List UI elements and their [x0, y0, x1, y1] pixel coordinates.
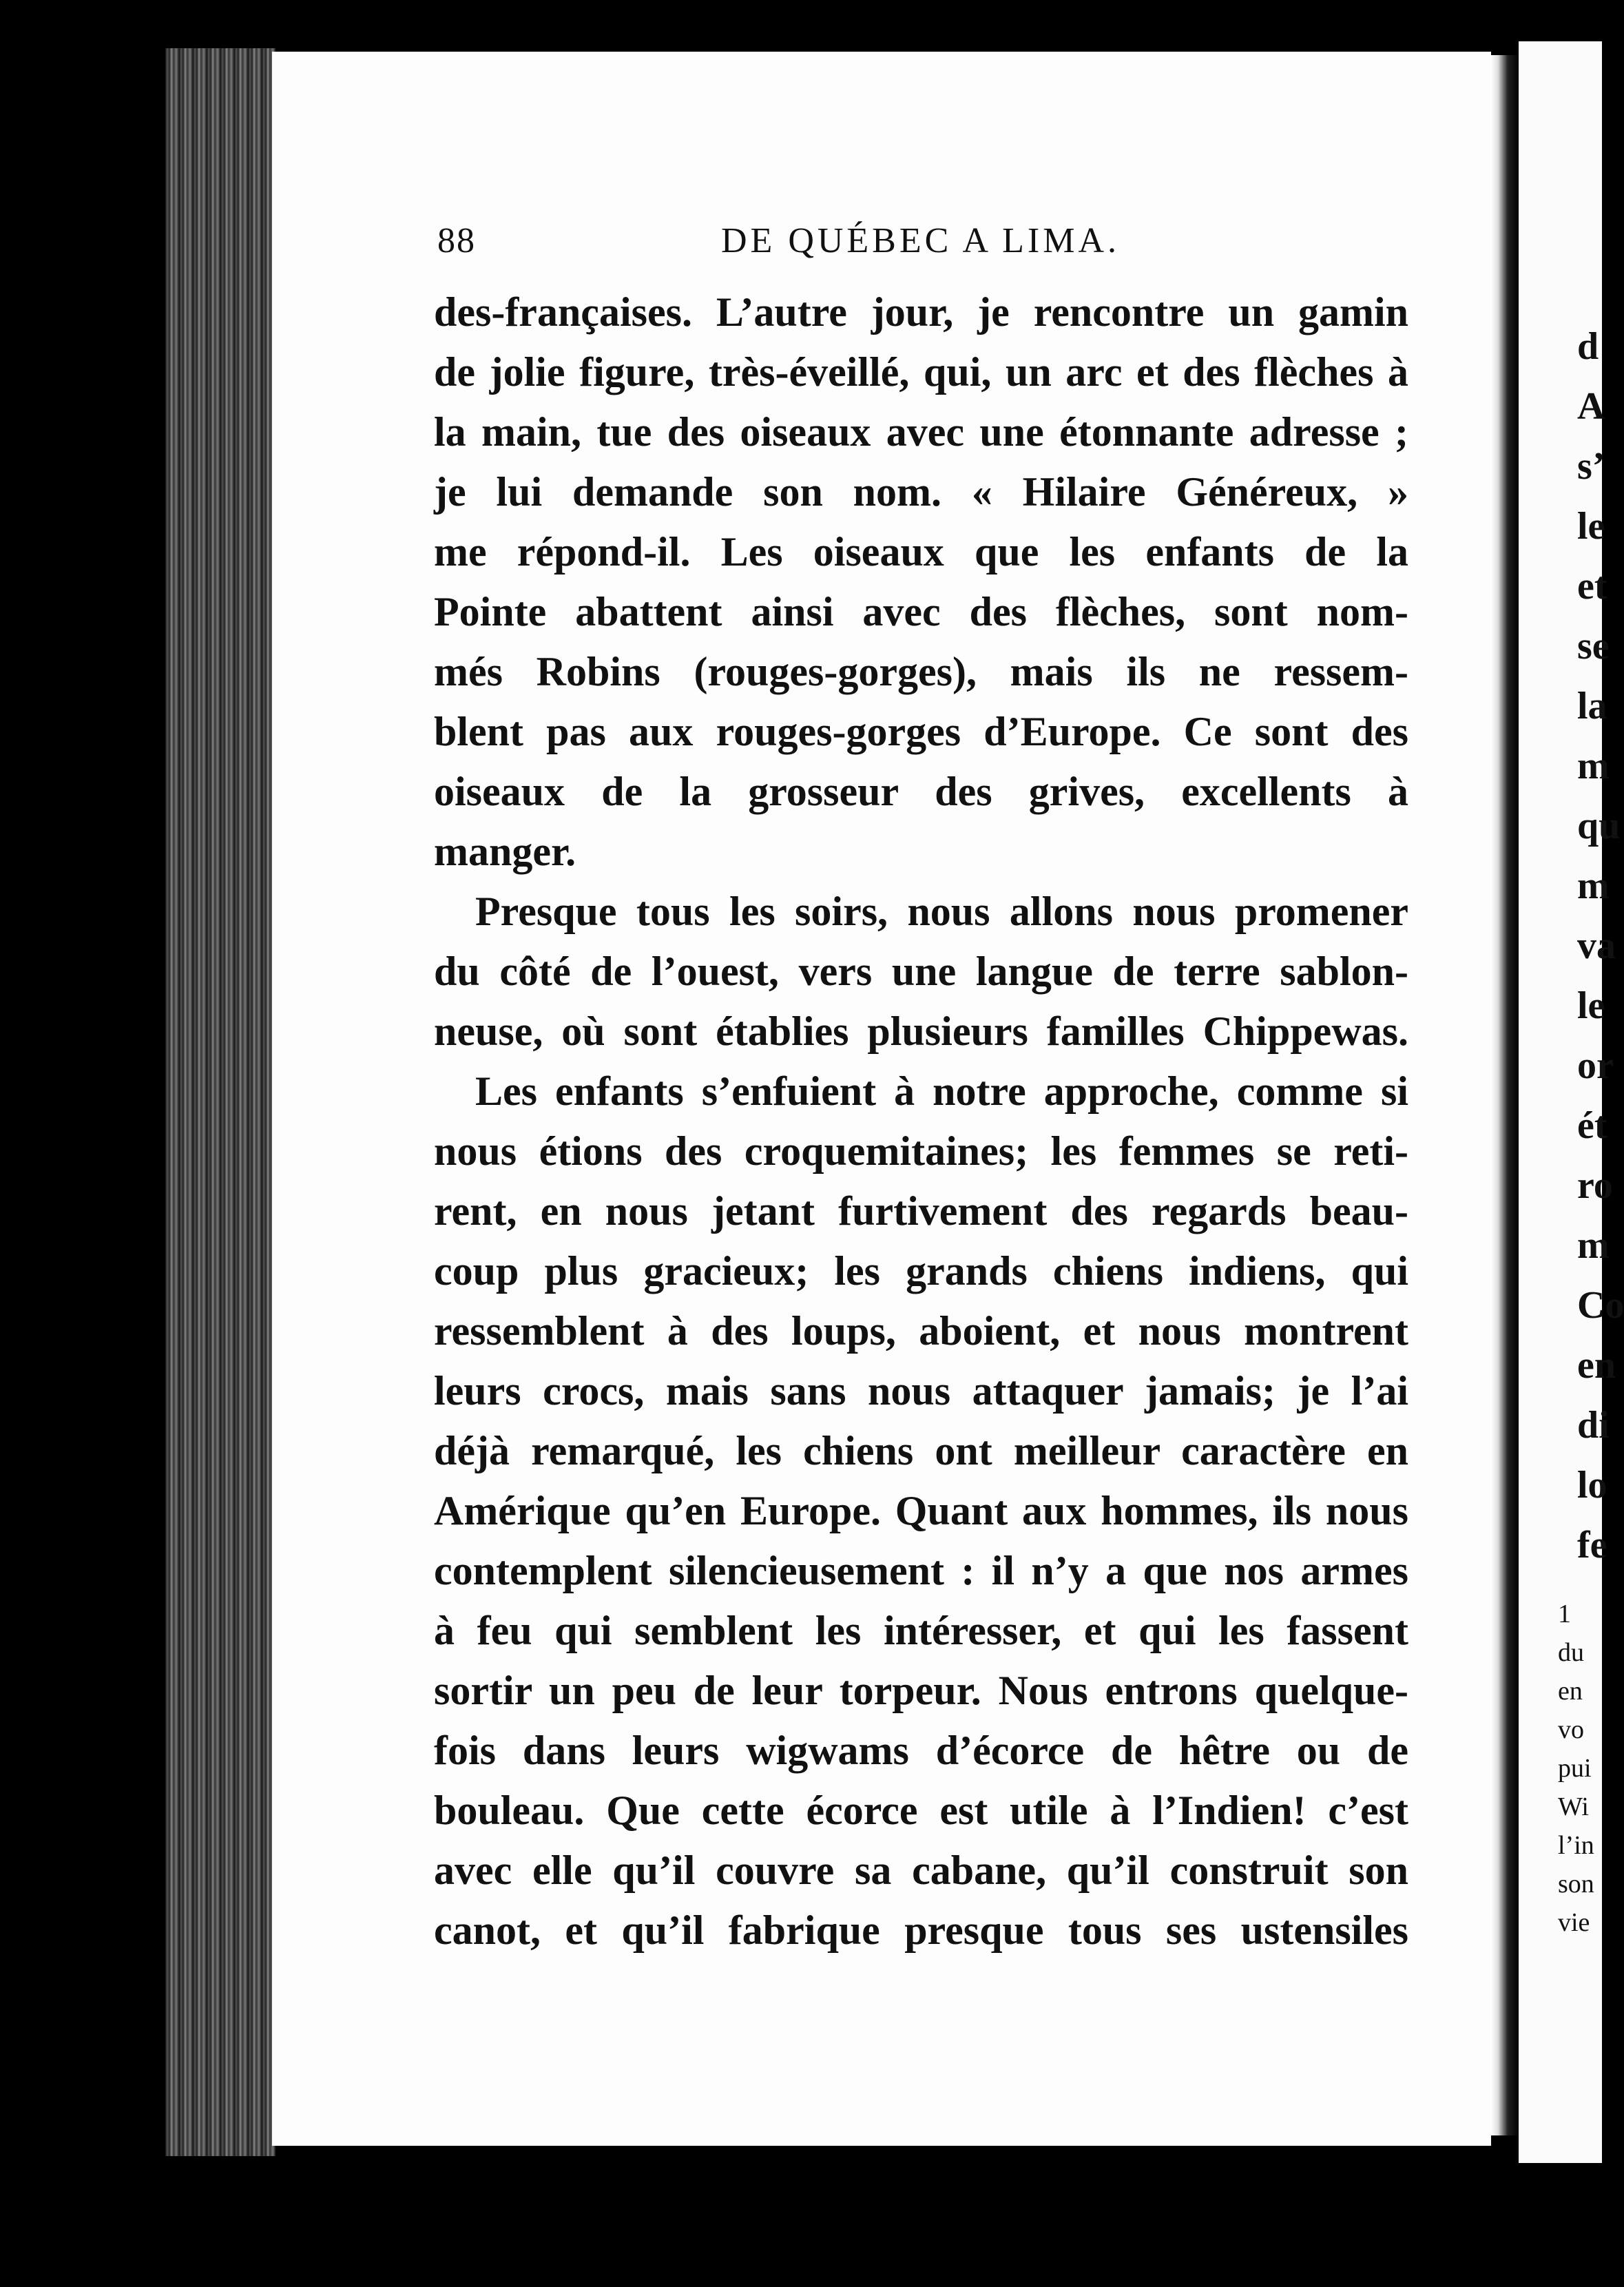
next-page-note-fragments — [1558, 1595, 1606, 1942]
body-text — [434, 282, 1408, 1960]
fragment: pui — [1558, 1754, 1592, 1783]
text-line: sortir un peu de leur torpeur. Nous entrons quelque- — [434, 1668, 1408, 1713]
page-stack-edge — [165, 48, 275, 2156]
fragment: lo — [1577, 1464, 1607, 1507]
fragment: m — [1577, 745, 1610, 787]
text-line: Pointe abattent ainsi avec des flèches, sont nom- — [434, 589, 1408, 634]
fragment: se — [1577, 625, 1610, 668]
text-line: contemplent silencieusement : il n’y a que nos armes — [434, 1548, 1408, 1593]
text-line: manger. — [434, 829, 576, 874]
fragment: ro — [1577, 1164, 1613, 1207]
text-line: rent, en nous jetant furtivement des regards beau- — [434, 1188, 1408, 1234]
text-line: coup plus gracieux; les grands chiens indiens, qui — [434, 1248, 1408, 1294]
fragment: le — [1577, 505, 1605, 548]
text-line: je lui demande son nom. « Hilaire Généreux, » — [434, 469, 1408, 515]
text-line: nous étions des croquemitaines; les femmes se reti- — [434, 1128, 1408, 1174]
text-line: més Robins (rouges-gorges), mais ils ne ressem- — [434, 649, 1408, 694]
text-line: Amérique qu’en Europe. Quant aux hommes, ils nous — [434, 1488, 1408, 1533]
fragment: la — [1577, 685, 1607, 727]
text-line: ressemblent à des loups, aboient, et nous montrent — [434, 1308, 1408, 1354]
text-line: à feu qui semblent les intéresser, et qui les fassent — [434, 1608, 1408, 1653]
text-line: de jolie figure, très-éveillé, qui, un arc et des flèches à — [434, 349, 1408, 395]
fragment: Wi — [1558, 1792, 1589, 1821]
text-line: neuse, où sont établies plusieurs familles Chippewas. — [434, 1008, 1408, 1054]
text-line: leurs crocs, mais sans nous attaquer jamais; je l’ai — [434, 1368, 1408, 1414]
text-line: déjà remarqué, les chiens ont meilleur caractère en — [434, 1428, 1408, 1473]
fragment: qu — [1577, 805, 1621, 847]
fragment: du — [1558, 1638, 1584, 1667]
text-line: du côté de l’ouest, vers une langue de terre sablon- — [434, 949, 1408, 994]
fragment: le — [1577, 984, 1605, 1027]
fragment: or — [1577, 1044, 1614, 1087]
fragment: son — [1558, 1870, 1594, 1898]
fragment: d — [1577, 325, 1599, 368]
next-page-fragments — [1577, 317, 1624, 1575]
text-line: bouleau. Que cette écorce est utile à l’Indien! c’est — [434, 1788, 1408, 1833]
text-line: blent pas aux rouges-gorges d’Europe. Ce sont des — [434, 709, 1408, 754]
fragment: vie — [1558, 1908, 1590, 1937]
running-head — [437, 220, 1402, 269]
text-line: des-françaises. L’autre jour, je rencontre un gamin — [434, 289, 1408, 335]
text-line: canot, et qu’il fabrique presque tous ses ustensiles — [434, 1907, 1408, 1953]
fragment: ét — [1577, 1104, 1607, 1147]
fragment: l’in — [1558, 1831, 1594, 1860]
fragment: Co — [1577, 1284, 1624, 1327]
text-line: me répond-il. Les oiseaux que les enfants de la — [434, 529, 1408, 575]
text-line: avec elle qu’il couvre sa cabane, qu’il construit son — [434, 1848, 1408, 1893]
fragment: fe — [1577, 1524, 1607, 1566]
fragment: vo — [1558, 1715, 1584, 1744]
page-gutter — [1491, 55, 1519, 2135]
text-line: fois dans leurs wigwams d’écorce de hêtre ou de — [434, 1728, 1408, 1773]
fragment: m — [1577, 1224, 1610, 1267]
fragment: s’ — [1577, 445, 1605, 488]
fragment: di — [1577, 1404, 1610, 1447]
fragment: et — [1577, 565, 1607, 608]
page-number: 88 — [437, 221, 476, 260]
running-title: DE QUÉBEC A LIMA. — [721, 221, 1120, 260]
text-line: Presque tous les soirs, nous allons nous promener — [475, 889, 1408, 934]
text-line: Les enfants s’enfuient à notre approche, comme si — [475, 1068, 1408, 1114]
fragment: A — [1577, 385, 1605, 428]
fragment: en — [1558, 1677, 1583, 1706]
fragment: 1 — [1558, 1600, 1571, 1628]
fragment: va — [1577, 924, 1616, 967]
fragment: m — [1577, 865, 1610, 907]
fragment: en — [1577, 1344, 1616, 1387]
text-line: la main, tue des oiseaux avec une étonnante adresse ; — [434, 409, 1408, 455]
text-line: oiseaux de la grosseur des grives, excellents à — [434, 769, 1408, 814]
